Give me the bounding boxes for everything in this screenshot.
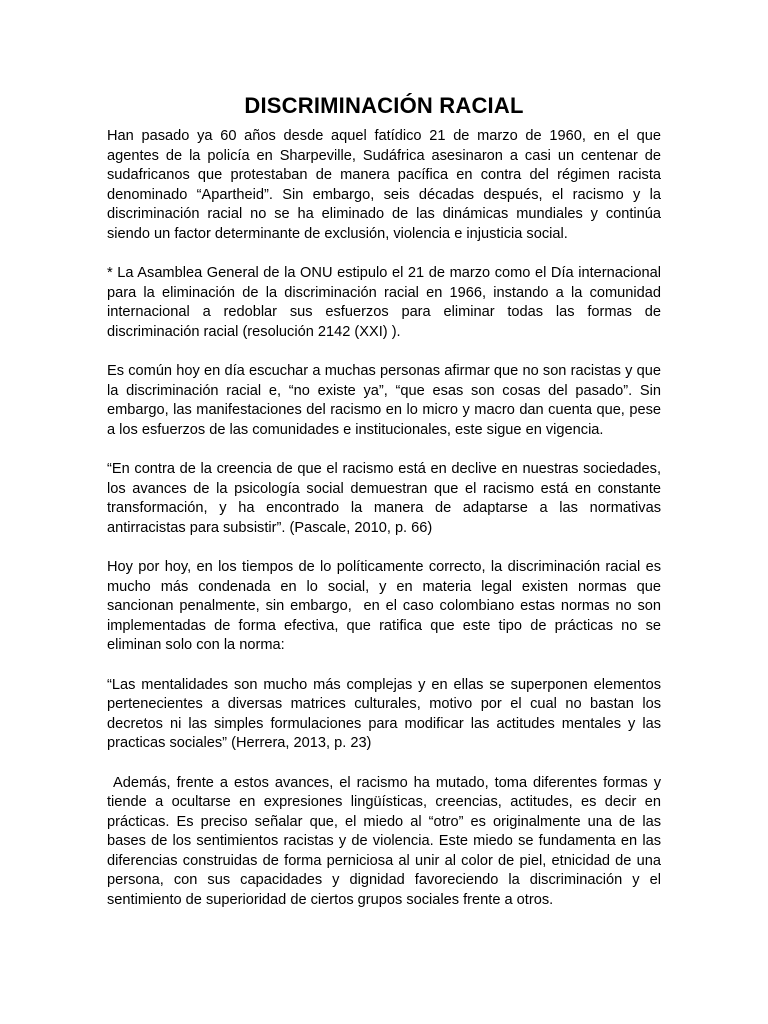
paragraph-sharpeville: Han pasado ya 60 años desde aquel fatídico 21 de marzo de 1960, en el que agentes de la policía en Sharpeville, Sudáfrica asesinaron a casi un centenar de sudafricanos que protestaban de manera pacífica en contra del régimen racista denominado “Apartheid”. Sin embargo, seis décadas después, el racismo y la discriminación racial no se ha eliminado de las dinámicas mundiales y continúa siendo un factor determinante de exclusión, violencia e injusticia social.: [107, 128, 666, 242]
paragraph-politically-correct: Hoy por hoy, en los tiempos de lo políticamente correcto, la discriminación racial es mucho más condenada en lo social, y en materia legal existen normas que sancionan penalmente, sin embargo, en el caso colombiano estas normas no son implementadas de forma efectiva, que ratifica que este tipo de prácticas no se eliminan solo con la norma:: [107, 559, 666, 653]
quote-pascale: “En contra de la creencia de que el racismo está en declive en nuestras sociedades, los avances de la psicología social demuestran que el racismo está en constante transformación, y ha encontrado la manera de adaptarse a las normativas antirracistas para subsistir”. (Pascale, 2010, p. 66): [107, 461, 666, 536]
paragraph-onu: * La Asamblea General de la ONU estipulo el 21 de marzo como el Día internacional para la eliminación de la discriminación racial en 1966, instando a la comunidad internacional a redoblar sus esfuerzos para eliminar todas las formas de discriminación racial (resolución 2142 (XXI) ).: [107, 265, 666, 340]
document-title: DISCRIMINACIÓN RACIAL: [244, 93, 524, 118]
document-page: [107, 90, 666, 930]
paragraph-mutation: Además, frente a estos avances, el racismo ha mutado, toma diferentes formas y tiende a ocultarse en expresiones lingüísticas, creencias, actitudes, es decir en prácticas. Es preciso señalar que, el miedo al “otro” es originalmente una de las bases de los sentimientos racistas y de violencia. Este miedo se fundamenta en las diferencias construidas de forma perniciosa al unir al color de piel, etnicidad de una persona, con sus capacidades y dignidad favoreciendo la discriminación y el sentimiento de superioridad de ciertos grupos sociales frente a otros.: [107, 774, 666, 908]
quote-herrera: “Las mentalidades son mucho más complejas y en ellas se superponen elementos pertenecientes a diversas matrices culturales, motivo por el cual no bastan los decretos ni las simples formulaciones para modificar las actitudes mentales y las practicas sociales” (Herrera, 2013, p. 23): [107, 676, 666, 751]
paragraph-racism-today: Es común hoy en día escuchar a muchas personas afirmar que no son racistas y que la discriminación racial e, “no existe ya”, “que esas son cosas del pasado”. Sin embargo, las manifestaciones del racismo en lo micro y macro dan cuenta que, pese a los esfuerzos de las comunidades e institucionales, este sigue en vigencia.: [107, 363, 666, 438]
